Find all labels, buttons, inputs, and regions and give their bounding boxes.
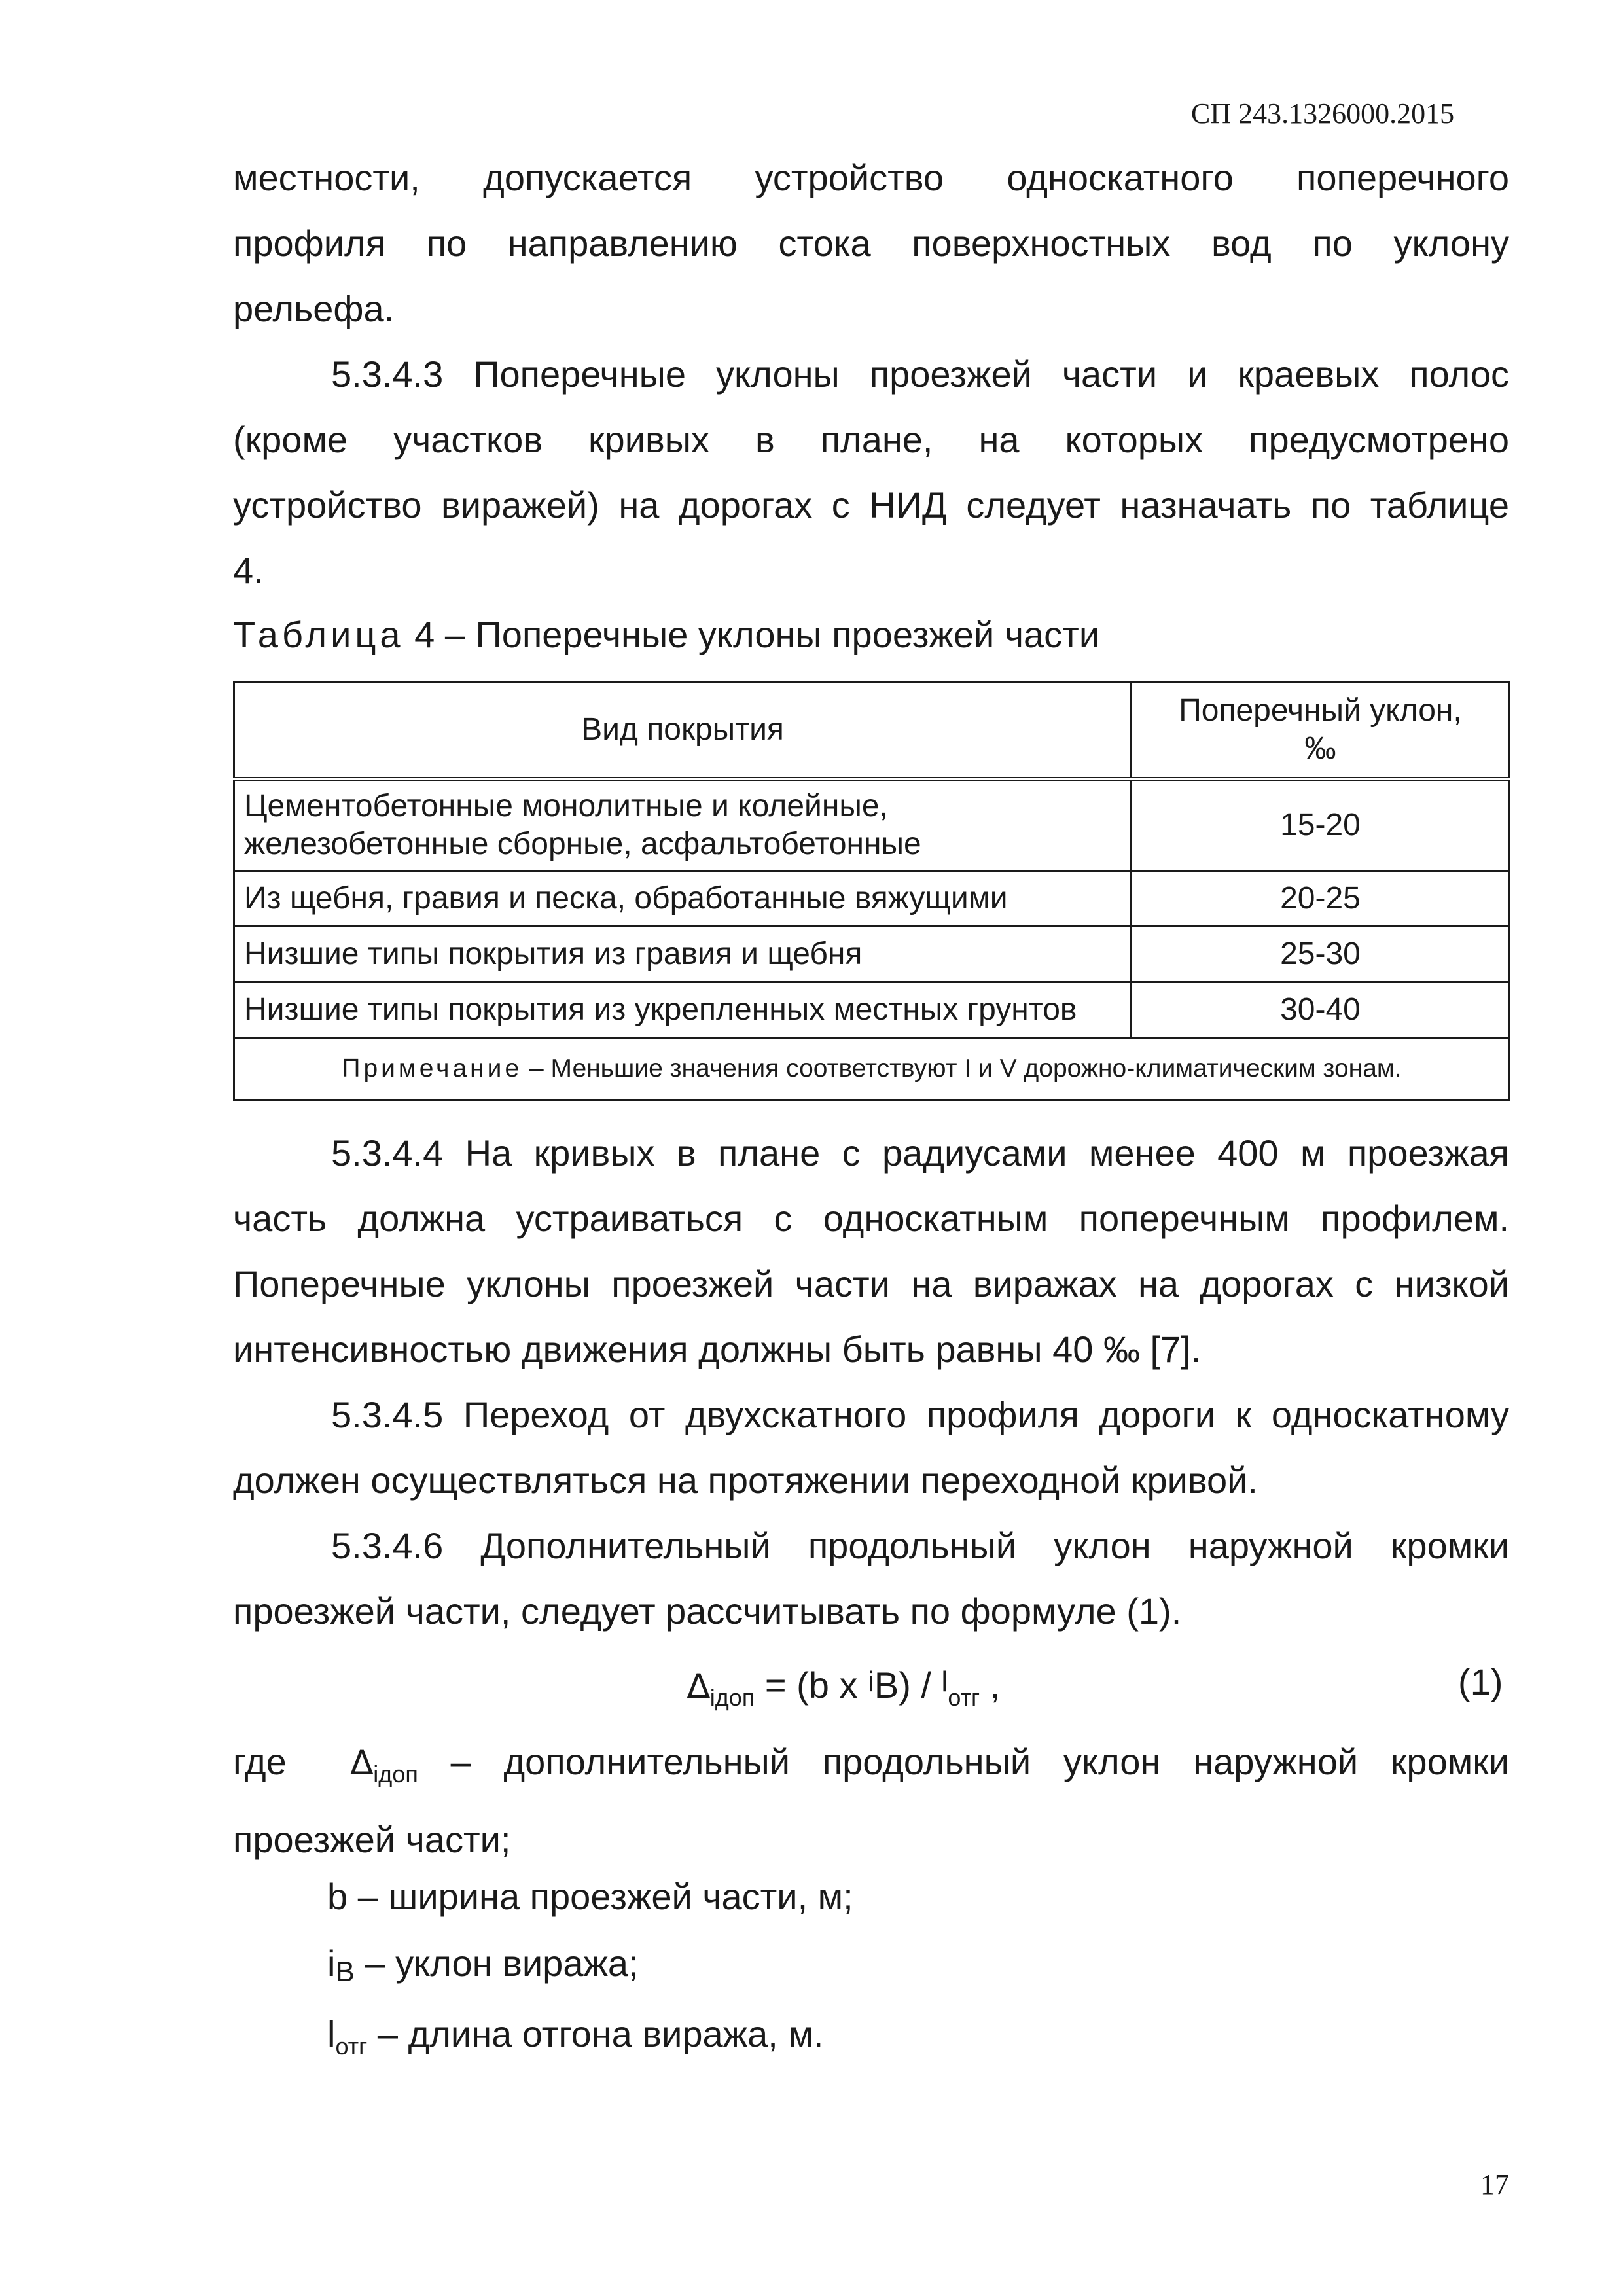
text-line: профиля по направлению стока поверхностных вод по уклону	[233, 223, 1509, 264]
text-line: 5.3.4.4 На кривых в плане с радиусами менее 400 м проезжая	[331, 1132, 1509, 1174]
cell-slope: 20-25	[1132, 871, 1510, 927]
paragraph-5-3-4-4	[233, 1121, 1509, 1382]
text-line: (кроме участков кривых в плане, на которых предусмотрено	[233, 419, 1509, 460]
table-note-row	[234, 1038, 1510, 1100]
def-l-text: – длина отгона виража, м.	[367, 2013, 824, 2054]
paragraph-5-3-4-6	[233, 1513, 1509, 1644]
text-line: 5.3.4.3 Поперечные уклоны проезжей части и краевых полос	[331, 353, 1509, 395]
table-row	[234, 779, 1510, 871]
text-line	[233, 1729, 1509, 1807]
def-otg-subscript: отг	[335, 2033, 368, 2060]
text-line: 5.3.4.6 Дополнительный продольный уклон наружной кромки	[331, 1525, 1509, 1566]
table-header-row	[234, 682, 1510, 780]
formula-l: l	[941, 1666, 948, 1698]
table-caption-label: Таблица	[233, 614, 404, 655]
table-row	[234, 927, 1510, 982]
definition-lotg	[327, 2008, 823, 2073]
paragraph-5-3-4-5	[233, 1382, 1509, 1513]
text-line: интенсивностью движения должны быть равны 40 ‰ [7].	[233, 1329, 1202, 1370]
table-caption-title: 4 – Поперечные уклоны проезжей части	[404, 614, 1100, 655]
def-iv-v: В	[335, 1956, 355, 1988]
cell-surface-type: Низшие типы покрытия из гравия и щебня	[234, 927, 1132, 982]
delta-symbol: ∆	[350, 1744, 374, 1783]
header-slope-unit: ‰	[1304, 731, 1336, 766]
where-rest: – дополнительный продольный уклон наружной кромки	[418, 1741, 1509, 1782]
slope-table	[233, 681, 1510, 1101]
where-word: где	[233, 1741, 287, 1782]
formula-tail: ,	[980, 1664, 1001, 1706]
cell-slope: 15-20	[1132, 779, 1510, 871]
formula-otg-subscript: отг	[948, 1684, 980, 1711]
cell-slope: 30-40	[1132, 982, 1510, 1038]
paragraph-continuation	[233, 145, 1509, 342]
formula-slash: ) /	[899, 1664, 942, 1706]
header-slope	[1132, 682, 1510, 780]
text-line: Поперечные уклоны проезжей части на виражах на дорогах с низкой	[233, 1263, 1509, 1304]
table-note	[234, 1038, 1510, 1100]
formula-number: (1)	[1458, 1661, 1503, 1702]
header-surface-type: Вид покрытия	[234, 682, 1132, 780]
cell-text-line: железобетонные сборные, асфальтобетонные	[244, 827, 921, 861]
def-iv-i: i	[327, 1943, 336, 1984]
cell-surface-type	[234, 779, 1132, 871]
page-number: 17	[1480, 2168, 1509, 2200]
document-code: СП 243.1326000.2015	[1191, 98, 1455, 130]
text-line: проезжей части;	[233, 1819, 511, 1860]
where-i: i	[373, 1761, 379, 1787]
formula-iv-i: i	[868, 1666, 874, 1698]
text-line: 5.3.4.5 Переход от двухскатного профиля дороги к односкатному	[331, 1394, 1509, 1435]
formula-1	[687, 1656, 1000, 1724]
table-row	[234, 871, 1510, 927]
paragraph-5-3-4-3	[233, 342, 1509, 603]
cell-slope: 25-30	[1132, 927, 1510, 982]
definition-iv	[327, 1937, 639, 1998]
delta-symbol: ∆	[687, 1667, 710, 1706]
formula-middle: = (b x	[755, 1664, 868, 1706]
def-iv-text: – уклон виража;	[354, 1943, 639, 1984]
text-line: 4.	[233, 550, 264, 591]
table-row	[234, 982, 1510, 1038]
definition-where	[233, 1729, 1509, 1873]
formula-iv-v: В	[874, 1664, 899, 1706]
formula-dop-subscript: доп	[715, 1684, 755, 1711]
text-line: часть должна устраиваться с односкатным поперечным профилем.	[233, 1198, 1509, 1239]
cell-surface-type: Из щебня, гравия и песка, обработанные вяжущими	[234, 871, 1132, 927]
formula-i: i	[709, 1684, 715, 1711]
table-note-label: Примечание	[342, 1054, 523, 1083]
cell-text-line: Цементобетонные монолитные и колейные,	[244, 789, 888, 823]
table-caption	[233, 609, 1099, 661]
where-dop-subscript: доп	[378, 1761, 418, 1787]
text-line: рельефа.	[233, 288, 395, 329]
table-note-text: – Меньшие значения соответствуют I и V дорожно-климатическим зонам.	[522, 1054, 1402, 1083]
text-line: проезжей части, следует рассчитывать по формуле (1).	[233, 1590, 1182, 1632]
cell-surface-type: Низшие типы покрытия из укрепленных местных грунтов	[234, 982, 1132, 1038]
def-l: l	[327, 2013, 336, 2054]
header-slope-label: Поперечный уклон,	[1179, 693, 1462, 728]
text-line: должен осуществляться на протяжении переходной кривой.	[233, 1460, 1258, 1501]
text-line: местности, допускается устройство односкатного поперечного	[233, 157, 1509, 198]
text-line: устройство виражей) на дорогах с НИД следует назначать по таблице	[233, 484, 1509, 526]
definition-b: b – ширина проезжей части, м;	[327, 1876, 853, 1917]
